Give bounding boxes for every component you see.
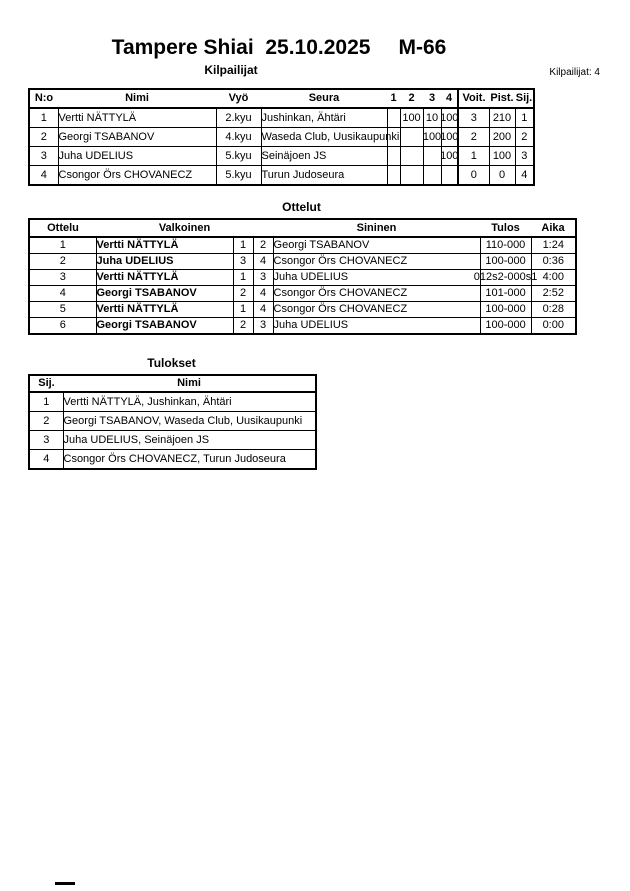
result-row — [29, 450, 316, 470]
white-player-no: 1 — [233, 302, 253, 318]
col-header-wins: Voit. — [458, 89, 489, 108]
blue-player: Juha UDELIUS — [273, 318, 480, 335]
results-table — [28, 374, 317, 470]
match3-score — [423, 166, 441, 186]
match4-score: 100 — [441, 108, 458, 128]
col-header-no: N:o — [29, 89, 58, 108]
competitor-row — [29, 108, 534, 128]
white-player-no: 2 — [233, 286, 253, 302]
match-number: 6 — [29, 318, 96, 335]
competitor-place: 2 — [515, 128, 534, 147]
match-number: 3 — [29, 270, 96, 286]
match-result: 101-000 — [480, 286, 531, 302]
col-header-place: Sij. — [515, 89, 534, 108]
col-header-match: Ottelu — [29, 219, 96, 237]
competitor-name: Juha UDELIUS — [58, 147, 216, 166]
match-number: 1 — [29, 237, 96, 254]
blue-player-no: 3 — [253, 318, 273, 335]
competitor-club: Jushinkan, Ähtäri — [261, 108, 387, 128]
competitor-count: Kilpailijat: 4 — [549, 67, 600, 78]
result-name: Juha UDELIUS, Seinäjoen JS — [63, 431, 316, 450]
competitor-no: 2 — [29, 128, 58, 147]
section-title-matches: Ottelut — [282, 200, 321, 214]
competitor-wins: 2 — [458, 128, 489, 147]
match-row — [29, 254, 576, 270]
result-place: 1 — [29, 392, 63, 412]
blue-player-no: 4 — [253, 254, 273, 270]
blue-player: Csongor Örs CHOVANECZ — [273, 302, 480, 318]
competitor-row — [29, 147, 534, 166]
competitor-wins: 3 — [458, 108, 489, 128]
competitor-no: 1 — [29, 108, 58, 128]
col-header-time: Aika — [531, 219, 576, 237]
results-header-row — [29, 375, 316, 392]
result-name: Vertti NÄTTYLÄ, Jushinkan, Ähtäri — [63, 392, 316, 412]
competitor-points: 210 — [489, 108, 515, 128]
match2-score: 100 — [400, 108, 423, 128]
result-row — [29, 431, 316, 450]
match-row — [29, 286, 576, 302]
match3-score: 100 — [423, 128, 441, 147]
competitors-header-row — [29, 89, 534, 108]
white-player: Vertti NÄTTYLÄ — [96, 302, 233, 318]
match1-score — [387, 166, 400, 186]
white-player: Vertti NÄTTYLÄ — [96, 237, 233, 254]
white-player: Juha UDELIUS — [96, 254, 233, 270]
competitor-club: Turun Judoseura — [261, 166, 387, 186]
competitor-belt: 2.kyu — [216, 108, 261, 128]
match-result: 012s2-000s1 — [480, 270, 531, 286]
match-row — [29, 318, 576, 335]
competitor-wins: 1 — [458, 147, 489, 166]
match2-score — [400, 147, 423, 166]
col-header-place: Sij. — [29, 375, 63, 392]
result-row — [29, 412, 316, 431]
col-header-club: Seura — [261, 89, 387, 108]
competitor-no: 3 — [29, 147, 58, 166]
competitor-place: 1 — [515, 108, 534, 128]
match4-score: 100 — [441, 128, 458, 147]
blue-player: Juha UDELIUS — [273, 270, 480, 286]
match-time: 4:00 — [531, 270, 576, 286]
col-header-belt: Vyö — [216, 89, 261, 108]
blue-player-no: 4 — [253, 286, 273, 302]
page-title — [0, 36, 558, 60]
category-title: M-66 — [398, 36, 447, 59]
match1-score — [387, 108, 400, 128]
match-result: 110-000 — [480, 237, 531, 254]
section-title-results: Tulokset — [147, 356, 196, 370]
competitors-table — [28, 88, 535, 186]
competitor-points: 0 — [489, 166, 515, 186]
match-time: 2:52 — [531, 286, 576, 302]
event-title: Tampere Shiai 25.10.2025 — [111, 36, 371, 59]
match-row — [29, 237, 576, 254]
white-player-no: 2 — [233, 318, 253, 335]
match2-score — [400, 128, 423, 147]
competitor-belt: 5.kyu — [216, 147, 261, 166]
competitor-name: Vertti NÄTTYLÄ — [58, 108, 216, 128]
match-time: 0:36 — [531, 254, 576, 270]
match-row — [29, 270, 576, 286]
match-time: 0:00 — [531, 318, 576, 335]
white-player: Vertti NÄTTYLÄ — [96, 270, 233, 286]
result-row — [29, 392, 316, 412]
blue-player-no: 4 — [253, 302, 273, 318]
blue-player: Csongor Örs CHOVANECZ — [273, 254, 480, 270]
competitor-wins: 0 — [458, 166, 489, 186]
col-header-match1: 1 — [387, 89, 400, 108]
match4-score: 100 — [441, 147, 458, 166]
match-number: 5 — [29, 302, 96, 318]
match-result: 100-000 — [480, 254, 531, 270]
competitor-place: 4 — [515, 166, 534, 186]
match-time: 0:28 — [531, 302, 576, 318]
match-number: 4 — [29, 286, 96, 302]
result-place: 4 — [29, 450, 63, 470]
competitor-points: 100 — [489, 147, 515, 166]
competitor-club: Waseda Club, Uusikaupunki — [261, 128, 387, 147]
section-title-competitors: Kilpailijat — [204, 63, 258, 77]
blue-player: Georgi TSABANOV — [273, 237, 480, 254]
match-row — [29, 302, 576, 318]
result-place: 3 — [29, 431, 63, 450]
col-header-match2: 2 — [400, 89, 423, 108]
match-number: 2 — [29, 254, 96, 270]
match-result: 100-000 — [480, 318, 531, 335]
match3-score — [423, 147, 441, 166]
competitor-points: 200 — [489, 128, 515, 147]
white-player: Georgi TSABANOV — [96, 318, 233, 335]
competitor-place: 3 — [515, 147, 534, 166]
blue-player: Csongor Örs CHOVANECZ — [273, 286, 480, 302]
white-player-no: 1 — [233, 237, 253, 254]
col-header-blue: Sininen — [273, 219, 480, 237]
white-player-no: 1 — [233, 270, 253, 286]
matches-header-row — [29, 219, 576, 237]
competitor-belt: 4.kyu — [216, 128, 261, 147]
result-name: Csongor Örs CHOVANECZ, Turun Judoseura — [63, 450, 316, 470]
match2-score — [400, 166, 423, 186]
blue-player-no: 2 — [253, 237, 273, 254]
white-player: Georgi TSABANOV — [96, 286, 233, 302]
col-header-name: Nimi — [58, 89, 216, 108]
match4-score — [441, 166, 458, 186]
competitor-row — [29, 128, 534, 147]
competitor-name: Georgi TSABANOV — [58, 128, 216, 147]
page-bottom-mark — [55, 882, 75, 885]
match-result: 100-000 — [480, 302, 531, 318]
col-header-white: Valkoinen — [96, 219, 273, 237]
result-name: Georgi TSABANOV, Waseda Club, Uusikaupunki — [63, 412, 316, 431]
col-header-result-name: Nimi — [63, 375, 316, 392]
match1-score — [387, 147, 400, 166]
col-header-points: Pist. — [489, 89, 515, 108]
col-header-match3: 3 — [423, 89, 441, 108]
competitor-belt: 5.kyu — [216, 166, 261, 186]
match3-score: 10 — [423, 108, 441, 128]
competitor-no: 4 — [29, 166, 58, 186]
competitor-club: Seinäjoen JS — [261, 147, 387, 166]
match-time: 1:24 — [531, 237, 576, 254]
competitor-row — [29, 166, 534, 186]
col-header-result: Tulos — [480, 219, 531, 237]
white-player-no: 3 — [233, 254, 253, 270]
result-place: 2 — [29, 412, 63, 431]
competitor-name: Csongor Örs CHOVANECZ — [58, 166, 216, 186]
blue-player-no: 3 — [253, 270, 273, 286]
matches-table — [28, 218, 577, 335]
col-header-match4: 4 — [441, 89, 458, 108]
